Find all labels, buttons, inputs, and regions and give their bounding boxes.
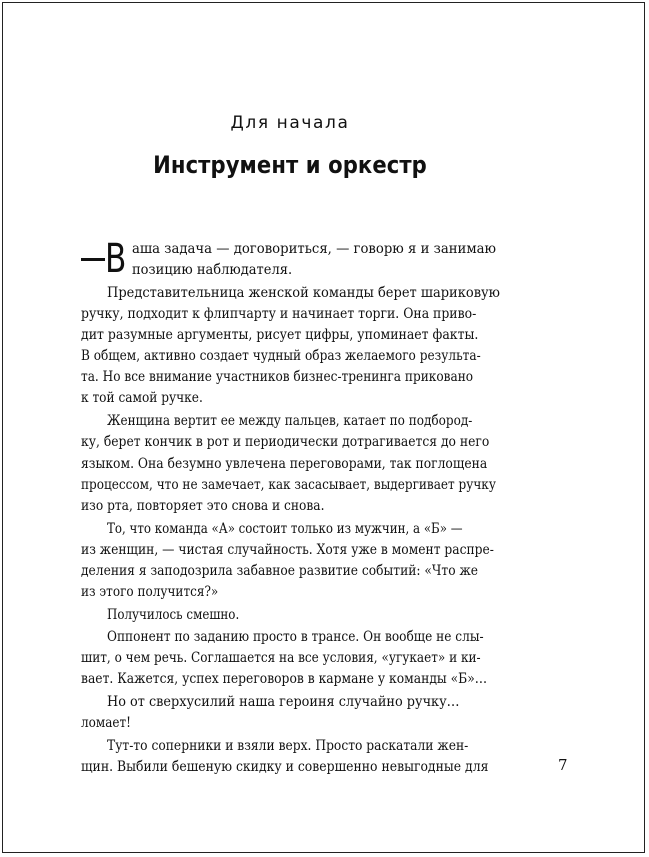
section-label: Для начала <box>230 113 350 133</box>
text-line: Оппонент по заданию просто в трансе. Он вообще не слы- <box>107 629 484 645</box>
page-number: 7 <box>558 756 568 774</box>
text-line: В общем, активно создает чудный образ желаемого результа- <box>81 348 481 364</box>
text-line: языком. Она безумно увлечена переговорами, так поглощена <box>81 456 488 472</box>
chapter-title: Инструмент и оркестр <box>153 151 427 179</box>
drop-cap-letter: В <box>105 236 127 282</box>
text-line: деления я заподозрила забавное развитие событий: «Что же <box>81 563 479 579</box>
text-line: Женщина вертит ее между пальцев, катает по подбород- <box>107 413 473 429</box>
text-line: Но от сверхусилий наша героиня случайно ручку… <box>107 694 460 710</box>
text-line: Тут-то соперники и взяли верх. Просто раскатали жен- <box>107 738 469 754</box>
text-line: То, что команда «А» состоит только из мужчин, а «Б» — <box>107 521 463 537</box>
text-line: ку, берет кончик в рот и периодически дотрагивается до него <box>81 434 490 450</box>
text-line: изо рта, повторяет это снова и снова. <box>81 498 325 514</box>
text-line: Представительница женской команды берет шариковую <box>107 285 501 301</box>
text-line: из женщин, — чистая случайность. Хотя уже в момент распре- <box>81 542 494 558</box>
text-line: вает. Кажется, успех переговоров в кармане у команды «Б»… <box>81 671 488 687</box>
text-line: позицию наблюдателя. <box>132 262 293 278</box>
text-line: из этого получится?» <box>81 584 219 600</box>
text-line: дит разумные аргументы, рисует цифры, упоминает факты. <box>81 327 479 343</box>
text-line: ручку, подходит к флипчарту и начинает торги. Она приво- <box>81 306 477 322</box>
text-line: щин. Выбили бешеную скидку и совершенно невыгодные для <box>81 759 489 775</box>
text-line: Получилось смешно. <box>107 607 240 623</box>
drop-cap-dash <box>81 258 105 261</box>
text-line: аша задача — договориться, — говорю я и занимаю <box>132 241 497 257</box>
text-line: процессом, что не замечает, как засасывает, выдергивает ручку <box>81 477 496 493</box>
text-line: та. Но все внимание участников бизнес-тренинга приковано <box>81 369 474 385</box>
book-page <box>2 2 645 853</box>
text-line: ломает! <box>81 715 131 731</box>
text-line: к той самой ручке. <box>81 390 203 406</box>
text-line: шит, о чем речь. Соглашается на все условия, «угукает» и ки- <box>81 650 481 666</box>
